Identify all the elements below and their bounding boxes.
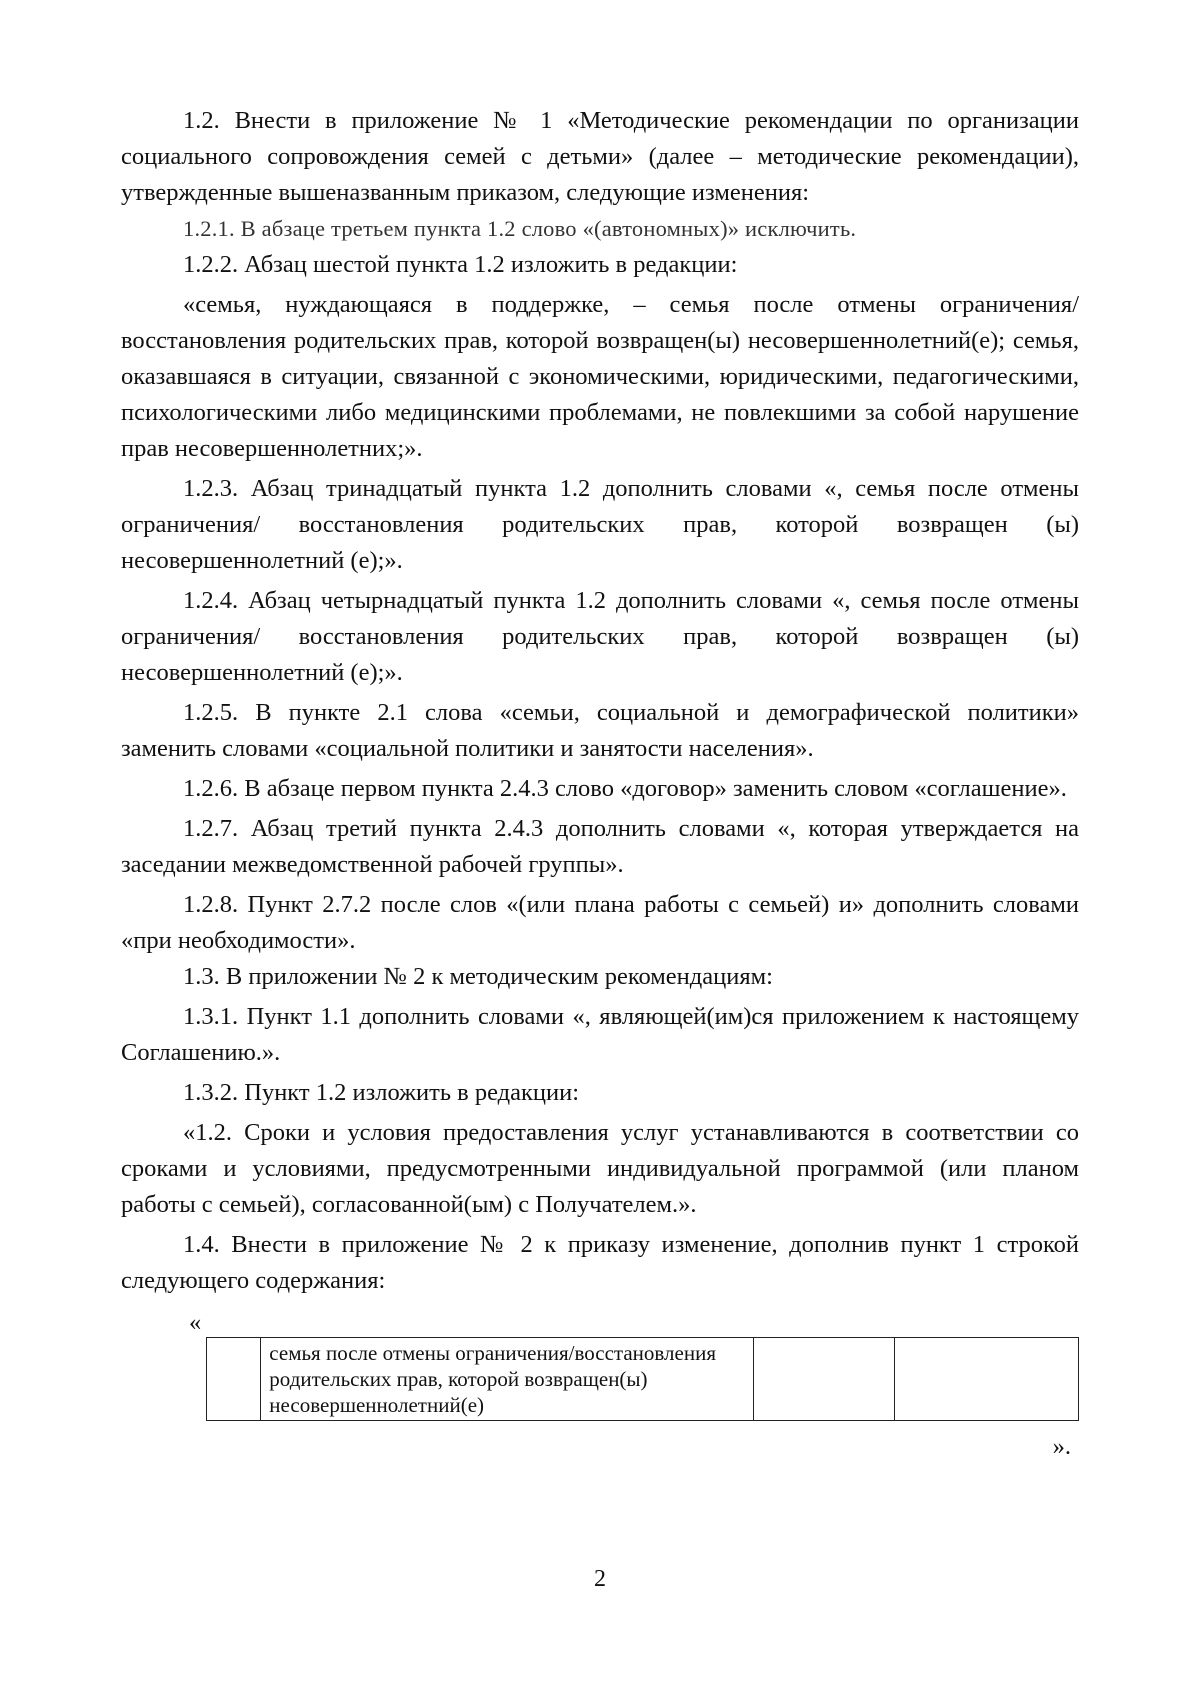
opening-quote: « — [189, 1309, 202, 1336]
page-number: 2 — [594, 1566, 606, 1592]
paragraph-quoted-1-2: «1.2. Сроки и условия предоставления услуг устанавливаются в соответствии со сроками и условиями, предусмотренными индивидуальной программой (или планом работы с семьей), согласованной(ым) с Получателем.». — [121, 1119, 1079, 1218]
paragraph-1-2-8: 1.2.8. Пункт 2.7.2 после слов «(или плана работы с семьей) и» дополнить словами «при необходимости». — [121, 891, 1079, 954]
table-cell-empty-1 — [754, 1338, 895, 1421]
paragraph-1-2-6: 1.2.6. В абзаце первом пункта 2.4.3 слово «договор» заменить словом «соглашение». — [183, 775, 1067, 802]
paragraph-1-4: 1.4. Внести в приложение № 2 к приказу изменение, дополнив пункт 1 строкой следующего содержания: — [121, 1231, 1079, 1294]
paragraph-1-2-7: 1.2.7. Абзац третий пункта 2.4.3 дополнить словами «, которая утверждается на заседании межведомственной рабочей группы». — [121, 815, 1079, 878]
document-body — [121, 103, 1079, 1465]
table-row — [207, 1338, 1079, 1421]
table-cell-number — [207, 1338, 261, 1421]
paragraph-1-3-1: 1.3.1. Пункт 1.1 дополнить словами «, являющей(им)ся приложением к настоящему Соглашению.». — [121, 1003, 1079, 1066]
inserted-row-table — [206, 1337, 1079, 1421]
table-cell-empty-2 — [895, 1338, 1079, 1421]
closing-quote: ». — [1052, 1433, 1071, 1460]
paragraph-1-3: 1.3. В приложении № 2 к методическим рекомендациям: — [183, 963, 773, 990]
paragraph-1-3-2: 1.3.2. Пункт 1.2 изложить в редакции: — [183, 1079, 580, 1106]
table-cell-description: семья после отмены ограничения/восстановления родительских прав, которой возвращен(ы) несовершеннолетний(е) — [261, 1338, 754, 1421]
paragraph-1-2-5: 1.2.5. В пункте 2.1 слова «семьи, социальной и демографической политики» заменить словами «социальной политики и занятости населения». — [121, 699, 1079, 762]
paragraph-1-2-3: 1.2.3. Абзац тринадцатый пункта 1.2 дополнить словами «, семья после отмены ограничения/ восстановления родительских прав, которой возвращен (ы) несовершеннолетний (е);». — [121, 475, 1079, 574]
paragraph-1-2-2: 1.2.2. Абзац шестой пункта 1.2 изложить в редакции: — [183, 251, 738, 278]
paragraph-1-2-4: 1.2.4. Абзац четырнадцатый пункта 1.2 дополнить словами «, семья после отмены ограничения/ восстановления родительских прав, которой возвращен (ы) несовершеннолетний (е);». — [121, 587, 1079, 686]
paragraph-quoted-definition: «семья, нуждающаяся в поддержке, – семья после отмены ограничения/восстановления родительских прав, которой возвращен(ы) несовершеннолетний(е); семья, оказавшаяся в ситуации, связанной с экономическими, юридическими, педагогическими, психологическими либо медицинскими проблемами, не повлекшими за собой нарушение прав несовершеннолетних;». — [121, 291, 1079, 462]
paragraph-1-2: 1.2. Внести в приложение № 1 «Методические рекомендации по организации социального сопровождения семей с детьми» (далее – методические рекомендации), утвержденные вышеназванным приказом, следующие изменения: — [121, 107, 1079, 206]
paragraph-1-2-1: 1.2.1. В абзаце третьем пункта 1.2 слово «(автономных)» исключить. — [183, 216, 857, 241]
